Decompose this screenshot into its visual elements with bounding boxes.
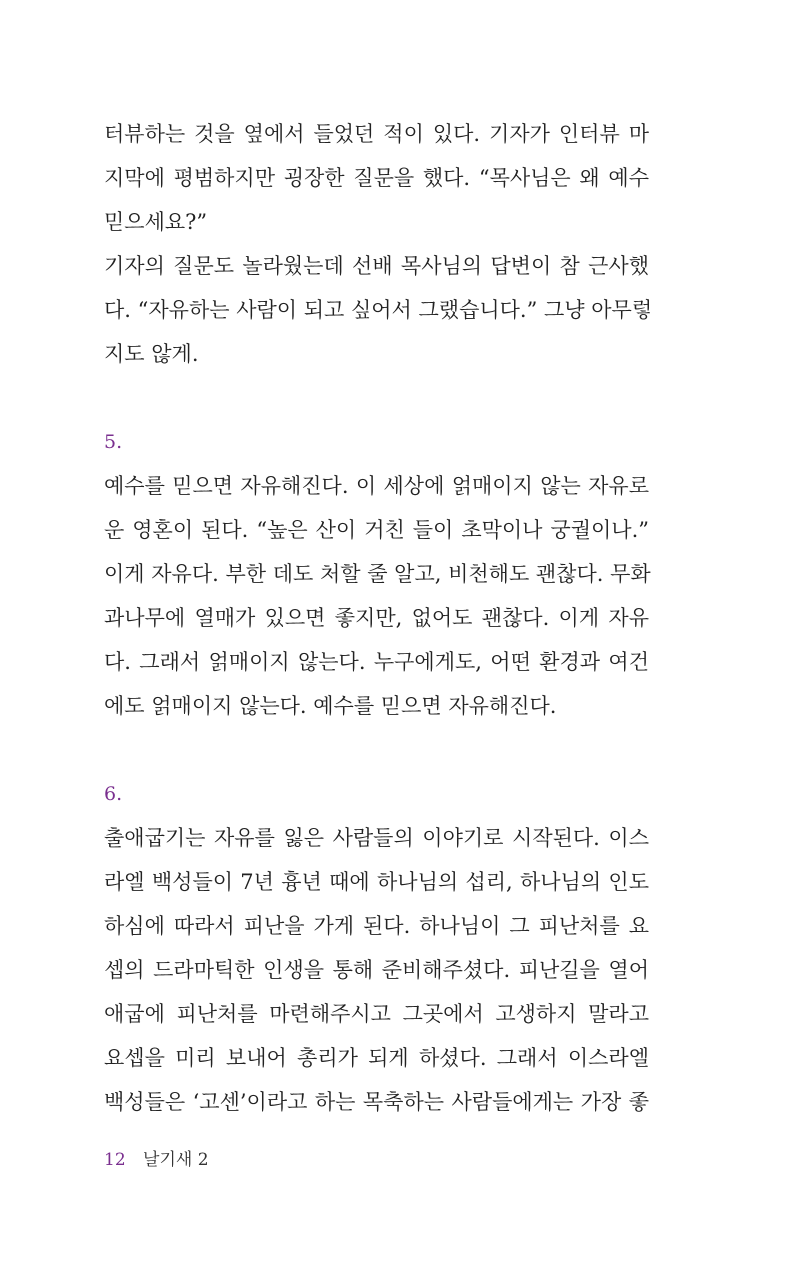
text-line: 과나무에 열매가 있으면 좋지만, 없어도 괜찮다. 이게 자유 (104, 606, 649, 630)
text-line: 믿으세요?” (104, 210, 208, 234)
text-line: 백성들은 ‘고센’이라고 하는 목축하는 사람들에게는 가장 좋 (104, 1090, 649, 1114)
book-title: 날기새 2 (143, 1150, 209, 1170)
text-line: 이게 자유다. 부한 데도 처할 줄 알고, 비천해도 괜찮다. 무화 (104, 562, 651, 586)
section-gap (104, 728, 649, 772)
text-line: 요셉을 미리 보내어 총리가 되게 하셨다. 그래서 이스라엘 (104, 1046, 649, 1070)
text-line: 기자의 질문도 놀라웠는데 선배 목사님의 답변이 참 근사했 (104, 254, 649, 278)
section-number: 6. (104, 783, 123, 805)
section-number: 5. (104, 431, 123, 453)
page-body (104, 112, 653, 1124)
page-footer (104, 1148, 209, 1172)
page-number: 12 (104, 1150, 126, 1170)
section-6 (104, 772, 649, 1124)
paragraph-1 (104, 112, 649, 244)
text-line: 애굽에 피난처를 마련해주시고 그곳에서 고생하지 말라고 (104, 1002, 649, 1026)
text-line: 셉의 드라마틱한 인생을 통해 준비해주셨다. 피난길을 열어 (104, 958, 649, 982)
text-line: 예수를 믿으면 자유해진다. 이 세상에 얽매이지 않는 자유로 (104, 474, 649, 498)
text-line: 에도 얽매이지 않는다. 예수를 믿으면 자유해진다. (104, 694, 557, 718)
text-line: 지도 않게. (104, 342, 199, 366)
text-line: 터뷰하는 것을 옆에서 들었던 적이 있다. 기자가 인터뷰 마 (104, 122, 649, 146)
paragraph-2 (104, 244, 653, 376)
text-line: 지막에 평범하지만 굉장한 질문을 했다. “목사님은 왜 예수 (104, 166, 649, 190)
text-line: 다. 그래서 얽매이지 않는다. 누구에게도, 어떤 환경과 여건 (104, 650, 649, 674)
text-line: 라엘 백성들이 7년 흉년 때에 하나님의 섭리, 하나님의 인도 (104, 870, 649, 894)
text-line: 하심에 따라서 피난을 가게 된다. 하나님이 그 피난처를 요 (104, 914, 649, 938)
text-line: 운 영혼이 된다. “높은 산이 거친 들이 초막이나 궁궐이나.” (104, 518, 649, 542)
text-line: 다. “자유하는 사람이 되고 싶어서 그랬습니다.” 그냥 아무렇 (104, 298, 653, 322)
section-gap (104, 376, 649, 420)
text-line: 출애굽기는 자유를 잃은 사람들의 이야기로 시작된다. 이스 (104, 826, 649, 850)
section-5 (104, 420, 649, 728)
